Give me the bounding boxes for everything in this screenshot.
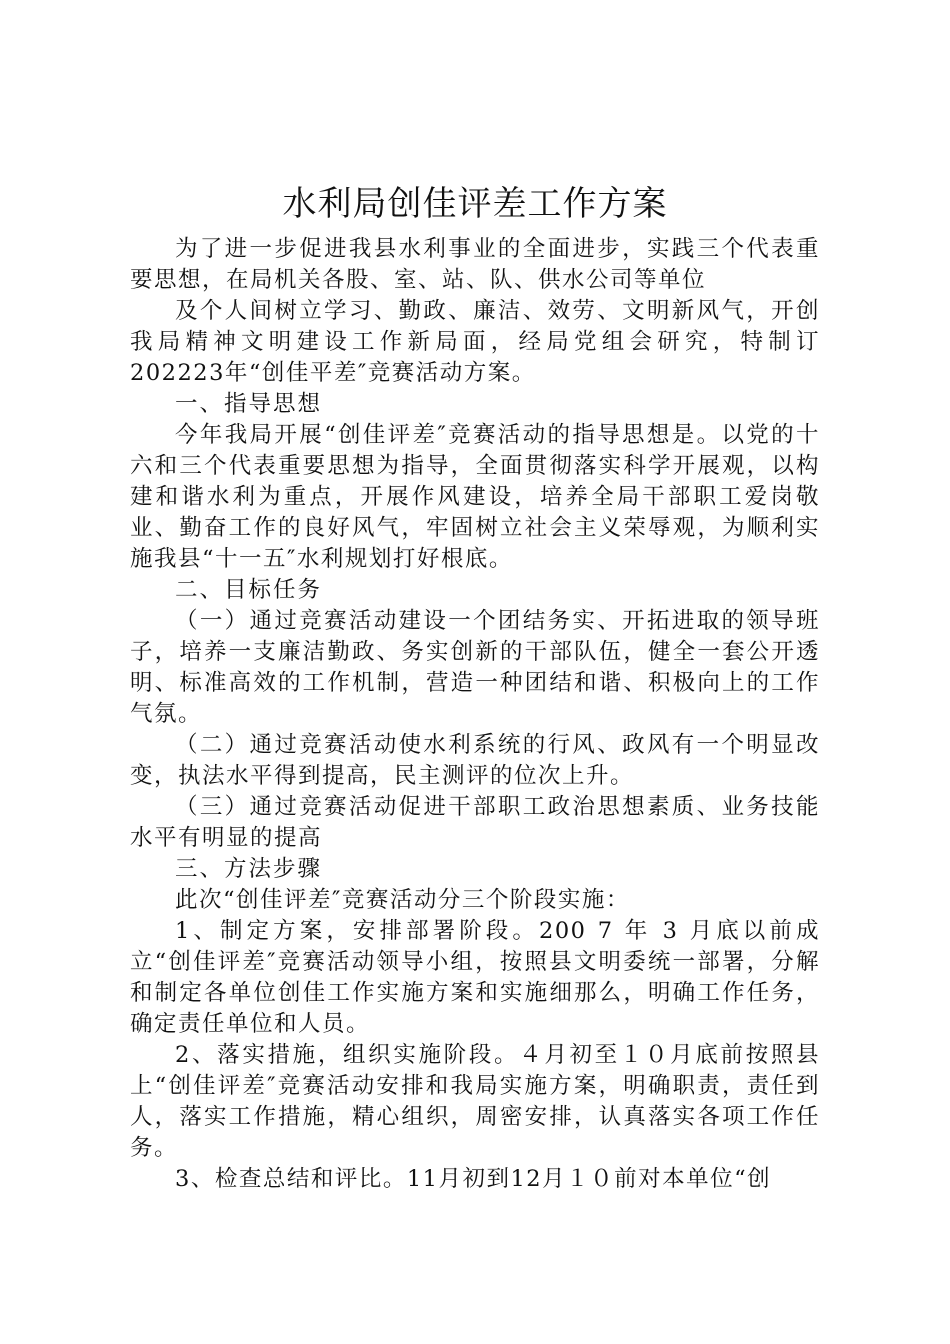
paragraph-guiding-thought: 今年我局开展“创佳评差″竞赛活动的指导思想是。以党的十六和三个代表重要思想为指导，全面贯彻落实科学开展观，以构建和谐水利为重点，开展作风建设，培养全局干部职工爱岗敬业、勤奋工作的良好风气，牢固树立社会主义荣辱观，为顺利实施我县“十一五″水利规划打好根底。: [130, 422, 820, 572]
paragraph-goal-3: （三）通过竞赛活动促进干部职工政治思想素质、业务技能水平有明显的提高: [130, 794, 820, 851]
paragraph-goal-2: （二）通过竞赛活动使水利系统的行风、政风有一个明显改变，执法水平得到提高，民主测评的位次上升。: [130, 732, 820, 789]
paragraph-step-2: 2、落实措施，组织实施阶段。４月初至１０月底前按照县上“创佳评差″竞赛活动安排和我局实施方案，明确职责，责任到人，落实工作措施，精心组织，周密安排，认真落实各项工作任务。: [130, 1042, 820, 1161]
paragraph-step-1: 1、制定方案，安排部署阶段。200 7 年 3 月底以前成立“创佳评差″竞赛活动领导小组，按照县文明委统一部署，分解和制定各单位创佳工作实施方案和实施细那么，明确工作任务，确定责任单位和人员。: [130, 918, 820, 1037]
section-heading-steps: 三、方法步骤: [175, 856, 323, 882]
document-page: [130, 176, 820, 1195]
paragraph-steps-intro: 此次“创佳评差″竞赛活动分三个阶段实施：: [175, 887, 630, 913]
paragraph-step-3: 3、检查总结和评比。11月初到12月１０前对本单位“创: [175, 1166, 772, 1192]
paragraph-intro-2: 及个人间树立学习、勤政、廉洁、效劳、文明新风气，开创我局精神文明建设工作新局面，经局党组会研究，特制订202223年“创佳平差″竞赛活动方案。: [130, 298, 820, 386]
section-heading-guiding-thought: 一、指导思想: [175, 391, 323, 417]
paragraph-goal-1: （一）通过竞赛活动建设一个团结务实、开拓进取的领导班子，培养一支廉洁勤政、务实创新的干部队伍，健全一套公开透明、标准高效的工作机制，营造一种团结和谐、积极向上的工作气氛。: [130, 608, 820, 727]
section-heading-goals: 二、目标任务: [175, 577, 323, 603]
document-title: 水利局创佳评差工作方案: [282, 184, 668, 224]
paragraph-intro-1: 为了进一步促进我县水利事业的全面进步，实践三个代表重要思想，在局机关各股、室、站、队、供水公司等单位: [130, 236, 820, 293]
